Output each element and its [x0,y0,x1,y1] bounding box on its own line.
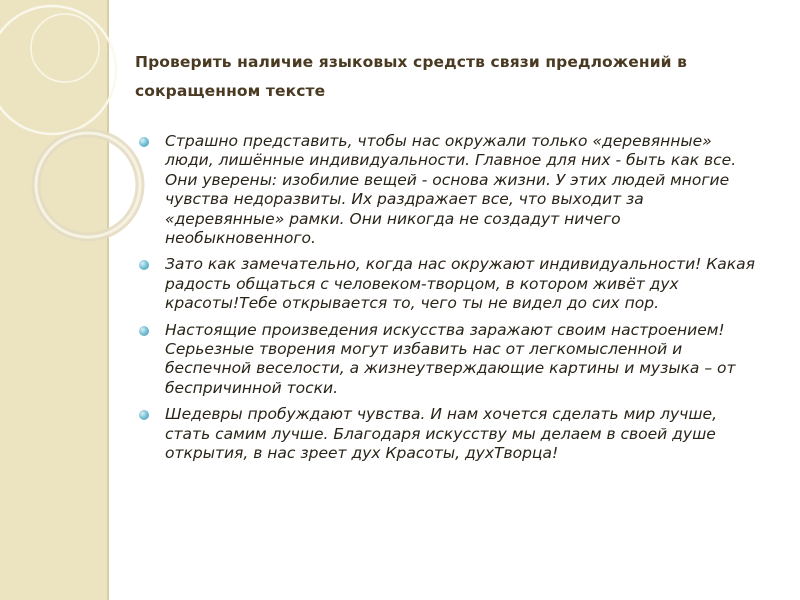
bullet-item [135,132,755,248]
bullet-item [135,405,755,463]
bullet-icon [139,137,149,147]
bullet-item [135,321,755,399]
slide-content [135,48,755,471]
band-divider [107,0,109,600]
bullet-icon [139,410,149,420]
bullet-item [135,255,755,313]
bullet-text: Страшно представить, чтобы нас окружали только «деревянные» люди, лишённые индивидуальности. Главное для них - быть как все. Они уверены: изобилие вещей - основа жизни. У этих людей многие чувства недоразвиты. Их раздражает все, что выходит за «деревянные» рамки. Они никогда не создадут ничего необыкновенного. [165,132,737,248]
decorative-side-band [0,0,107,600]
bullet-icon [139,260,149,270]
bullet-text: Настоящие произведения искусства заражают своим настроением! Серьезные творения могут избавить нас от легкомысленной и беспечной веселости, а жизнеутверждающие картины и музыка – от беспричинной тоски. [165,320,736,397]
bullet-icon [139,326,149,336]
bullet-text: Шедевры пробуждают чувства. И нам хочется сделать мир лучше, стать самим лучше. Благодаря искусству мы делаем в своей душе открытия, в нас зреет дух Красоты, духТворца! [165,405,717,463]
slide-title: Проверить наличие языковых средств связи предложений в сокращенном тексте [135,53,688,100]
bullet-text: Зато как замечательно, когда нас окружают индивидуальности! Какая радость общаться с человеком-творцом, в котором живёт дух красоты!Тебе открывается то, чего ты не видел до сих пор. [165,255,755,313]
bullet-list [135,132,755,464]
